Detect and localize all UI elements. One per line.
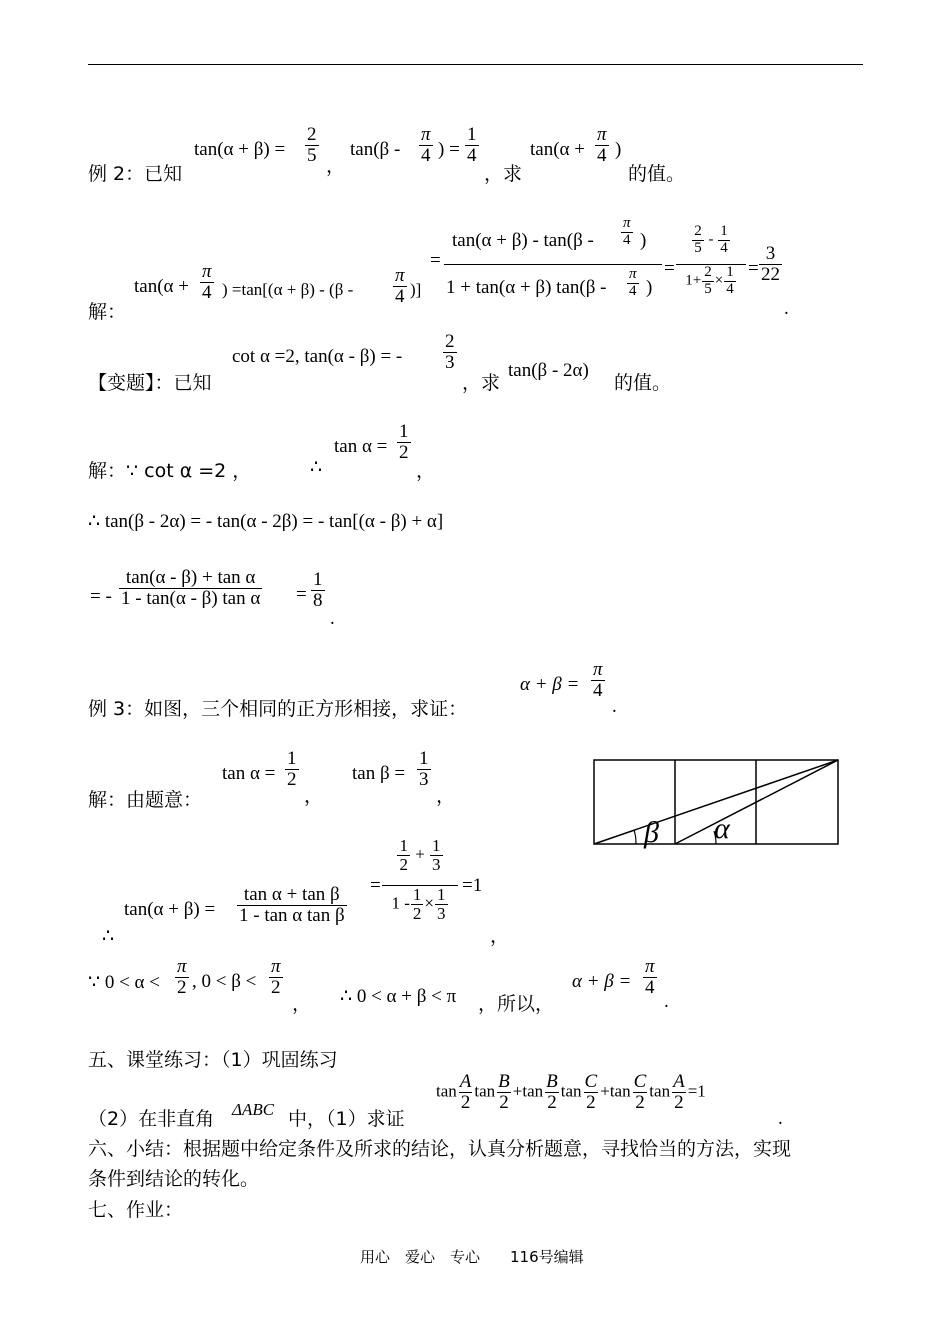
- example-3-label: 例 3：如图，三个相同的正方形相接，求证：: [88, 698, 468, 720]
- practice-problem-2: （2）在非直角 ΔABC 中，（1）求证 tan $\frac{A}{2}$ tan $\frac{B}{2}$ +tan $\frac{B}{2}$ tan $\frac{C}{2}$ +tan $\frac{C}{2}$ tan $\frac{A}{2}$ =1 .: [88, 1071, 783, 1130]
- variant-label: 【变题】：已知: [88, 372, 212, 394]
- page-footer: 用心 爱心 专心 116号编辑: [360, 1248, 584, 1266]
- solution-3-conclusion: ∵ 0 < α < $\frac{\pi}{2}$ , 0 < β < $\frac{\pi}{2}$ ， ∴ 0 < α + β < π ，所以， α + β = $\frac{\pi}{4}$ .: [88, 956, 669, 1015]
- cond-2: tan(β -: [350, 139, 401, 160]
- variant-solution: 解：∵ cot α =2 ， ∴ tan α = $\frac{1}{2}$ ， ∴ tan(β - 2α) = - tan(α - 2β) = - tan[(α - β) + α] = - $\frac{\text{tan(α - β) + tan α}}{\text{1 - tan(α - β) tan α}}$ = $\frac{1}{8}$ .: [88, 421, 444, 629]
- cond-1-fraction: $\frac{2}{5}$: [307, 124, 317, 166]
- angle-arc-beta: [634, 830, 636, 844]
- homework-heading: 七、作业：: [88, 1199, 184, 1221]
- identity: tan $\frac{A}{2}$ tan $\frac{B}{2}$ +tan $\frac{B}{2}$ tan $\frac{C}{2}$ +tan $\frac{C}{2}$ tan $\frac{A}{2}$ =1: [436, 1071, 706, 1113]
- target: tan(α +: [530, 139, 585, 160]
- numeric-fraction: $\frac{2}{5}$ - $\frac{1}{4}$ 1+ $\frac{2}{5}$ × $\frac{1}{4}$: [676, 224, 746, 298]
- solution-2: 解： tan(α + $\frac{\pi}{4}$ ) =tan[(α + β) - (β - $\frac{\pi}{4}$ )] = tan(α + β) - tan(β - $\frac{\pi}{4}$ ) 1 + tan(α + β) tan(β - $\frac{\pi}{4}$ ) = $\frac{2}{5}$ - $\frac{1}{4}$ 1+ $\frac{2}{5}$ × $\frac{1}{4}$ = $\frac{3}{22}$ .: [88, 215, 789, 323]
- solution-3-intro: 解：由题意： tan α = $\frac{1}{2}$ ， tan β = $\frac{1}{3}$ ，: [88, 748, 456, 811]
- variant-fraction: $\frac{\text{tan(α - β) + tan α}}{\text{1 - tan(α - β) tan α}}$: [121, 567, 261, 609]
- header-rule: [88, 64, 863, 65]
- variant-problem: 【变题】：已知 cot α =2, tan(α - β) = - $\frac{2}{3}$ ，求 tan(β - 2α) 的值。: [88, 331, 672, 394]
- example-2-label: 例 2：已知: [88, 163, 183, 185]
- result-fraction: $\frac{3}{22}$: [761, 243, 780, 285]
- big-fraction: tan(α + β) - tan(β - $\frac{\pi}{4}$ ) 1 + tan(α + β) tan(β - $\frac{\pi}{4}$ ): [444, 220, 662, 315]
- figure-beta-label: β: [644, 816, 659, 849]
- practice-heading: 五、课堂练习：（1）巩固练习: [88, 1049, 338, 1071]
- summary-line-1: 六、小结：根据题中给定条件及所求的结论，认真分析题意，寻找恰当的方法，实现: [88, 1138, 792, 1160]
- figure-alpha-label: α: [714, 812, 730, 845]
- solution-3-computation: ∴ tan(α + β) = $\frac{\text{tan α + tan β}}{\text{1 - tan α tan β}}$ = $\frac{1}{2}$ + $\frac{1}{3}$ 1 - $\frac{1}{2}$ × $\frac{1}{3}$ =1 ，: [102, 836, 510, 947]
- variant-step-2: ∴ tan(β - 2α) = - tan(α - 2β) = - tan[(α - β) + α]: [88, 511, 444, 532]
- three-squares-figure: [592, 758, 842, 850]
- variant-target: tan(β - 2α): [508, 360, 589, 381]
- numeric-fraction-3: $\frac{1}{2}$ + $\frac{1}{3}$ 1 - $\frac{1}{2}$ × $\frac{1}{3}$: [382, 837, 458, 923]
- cond-1: tan(α + β) =: [194, 139, 286, 160]
- summary-line-2: 条件到结论的转化。: [88, 1168, 260, 1190]
- example-3: 例 3：如图，三个相同的正方形相接，求证： α + β = $\frac{\pi}{4}$ .: [88, 659, 617, 720]
- solution-label: 解：: [88, 301, 127, 323]
